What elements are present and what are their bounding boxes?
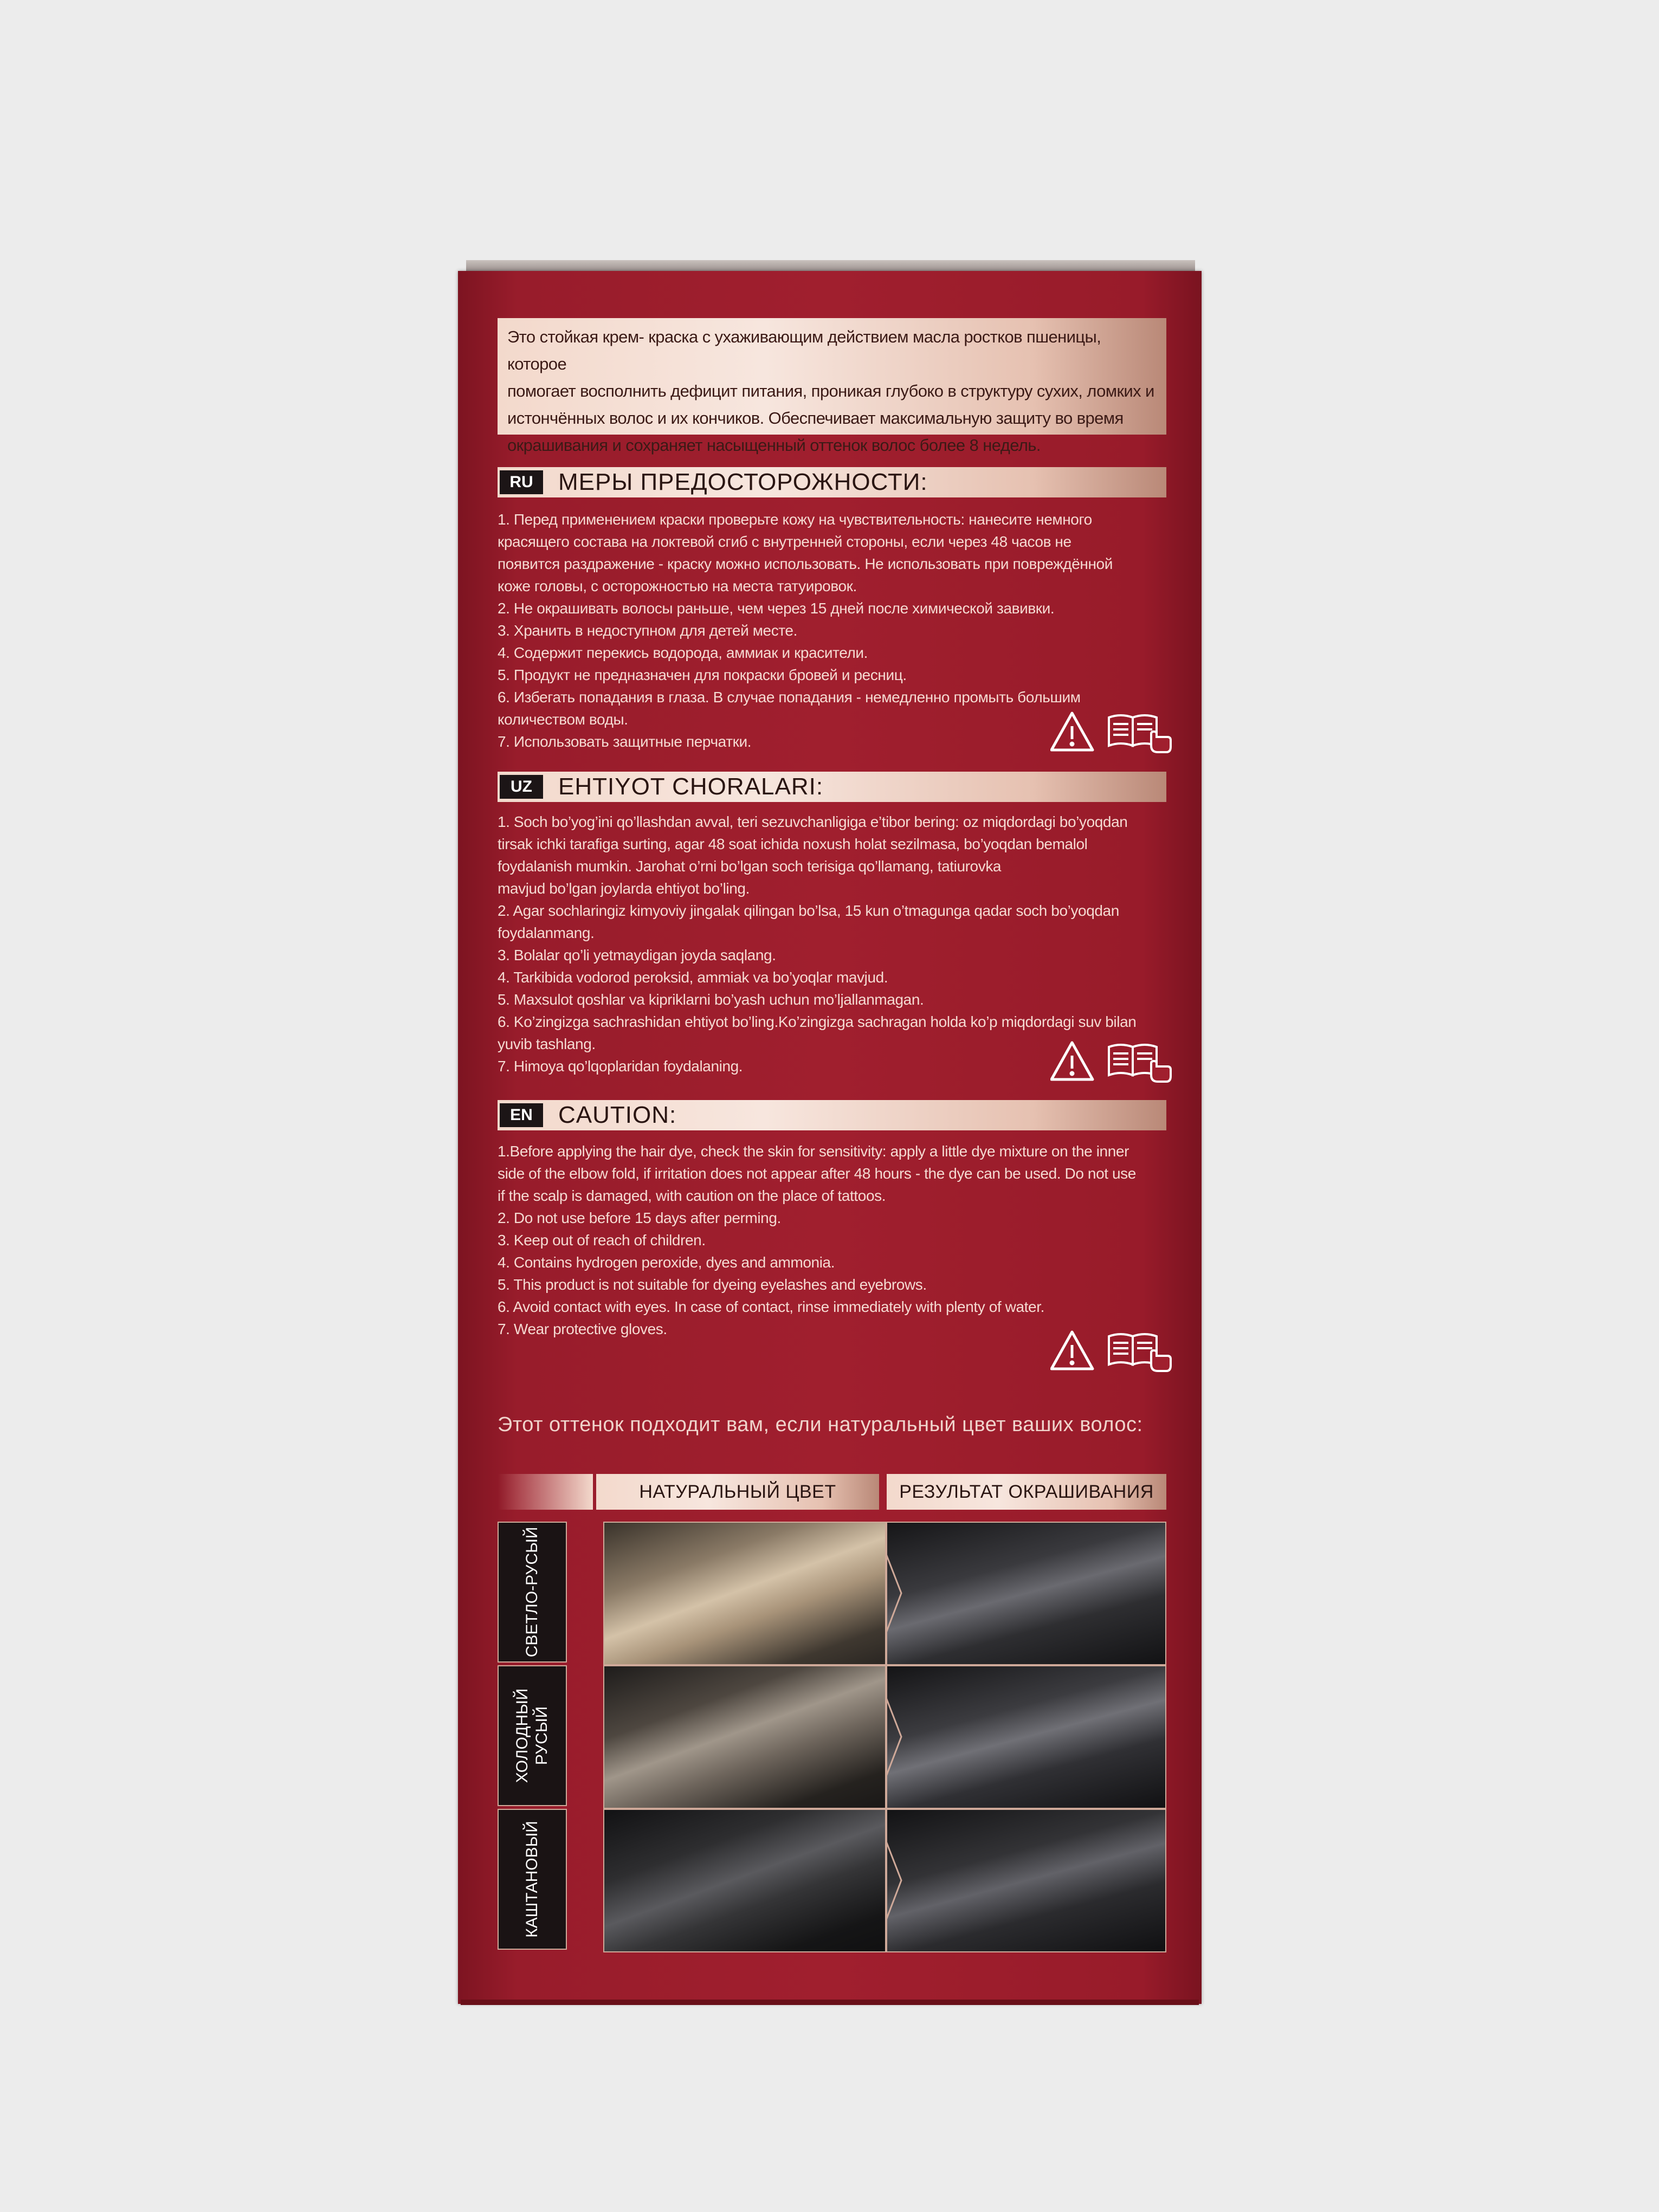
text-line: красящего состава на локтевой сгиб с внутренней стороны, если через 48 часов не	[498, 533, 1071, 550]
language-code: RU	[500, 470, 543, 494]
intro-line: истончённых волос и их кончиков. Обеспечивает максимальную защиту во время	[507, 409, 1124, 428]
icons-uz	[1050, 1039, 1175, 1084]
text-line: 4. Tarkibida vodorod peroksid, ammiak va bo’yoqlar mavjud.	[498, 969, 888, 986]
icons-ru	[1050, 710, 1175, 754]
text-line: 3. Keep out of reach of children.	[498, 1232, 706, 1249]
text-line: 6. Ko’zingizga sachrashidan ehtiyot bo’ling.Ko’zingizga sachragan holda ko’p miqdordagi suv bilan	[498, 1013, 1137, 1030]
text-line: mavjud bo’lgan joylarda ehtiyot bo’ling.	[498, 880, 750, 897]
text-line: 2. Do not use before 15 days after perming.	[498, 1210, 781, 1226]
text-line: 3. Bolalar qo’li yetmaydigan joyda saqlang.	[498, 947, 776, 963]
chevron-right-icon	[886, 1841, 901, 1920]
text-line: 7. Wear protective gloves.	[498, 1321, 667, 1337]
section-header-en	[498, 1100, 1166, 1130]
text-line: 2. Agar sochlaringiz kimyoviy jingalak qilingan bo’lsa, 15 kun o’tmagunga qadar soch bo’yoqdan	[498, 902, 1119, 919]
result-swatch-chestnut	[886, 1809, 1166, 1952]
row-label-cool-blonde	[498, 1665, 567, 1806]
text-line: foydalanmang.	[498, 924, 595, 941]
warning-icon	[1051, 713, 1093, 750]
chevron-right-icon	[886, 1554, 901, 1633]
section-title: CAUTION:	[558, 1102, 677, 1128]
arrow-dividers	[877, 1522, 909, 1952]
section-header-ru	[498, 467, 1166, 497]
read-instructions-icon	[1109, 1334, 1171, 1371]
text-line: коже головы, с осторожностью на места татуировок.	[498, 578, 857, 594]
read-instructions-icon	[1109, 1045, 1171, 1082]
text-line: 5. This product is not suitable for dyeing eyelashes and eyebrows.	[498, 1276, 927, 1293]
warning-icon	[1051, 1332, 1093, 1369]
header-dye-result: РЕЗУЛЬТАТ ОКРАШИВАНИЯ	[887, 1474, 1166, 1510]
text-line: 5. Maxsulot qoshlar va kipriklarni bo’yash uchun mo’ljallanmagan.	[498, 991, 924, 1008]
intro-line: окрашивания и сохраняет насыщенный оттенок волос более 8 недель.	[507, 436, 1041, 455]
chevron-right-icon	[886, 1698, 901, 1776]
natural-swatch-cool-blonde	[603, 1665, 886, 1809]
text-line: if the scalp is damaged, with caution on the place of tattoos.	[498, 1187, 886, 1204]
text-line: появится раздражение - краску можно использовать. Не использовать при повреждённой	[498, 555, 1113, 572]
row-label-text: СВЕТЛО-РУСЫЙ	[523, 1527, 541, 1658]
section-body-en	[498, 1140, 1166, 1340]
section-header-uz	[498, 772, 1166, 802]
text-line: 1. Перед применением краски проверьте кожу на чувствительность: нанесите немного	[498, 511, 1092, 528]
section-body-uz	[498, 811, 1166, 1077]
read-instructions-icon	[1109, 715, 1171, 752]
section-title: МЕРЫ ПРЕДОСТОРОЖНОСТИ:	[558, 469, 928, 495]
text-line: 2. Не окрашивать волосы раньше, чем через 15 дней после химической завивки.	[498, 600, 1055, 617]
natural-swatch-light-blonde	[603, 1522, 886, 1665]
header-fade	[498, 1474, 593, 1510]
text-line: 6. Избегать попадания в глаза. В случае попадания - немедленно промыть большим	[498, 689, 1081, 706]
row-label-light-blonde	[498, 1522, 567, 1663]
text-line: 1.Before applying the hair dye, check the skin for sensitivity: apply a little dye mixture on the inner	[498, 1143, 1129, 1160]
result-swatch-cool-blonde	[886, 1665, 1166, 1809]
section-title: EHTIYOT CHORALARI:	[558, 773, 824, 800]
row-label-text: ХОЛОДНЫЙ РУСЫЙ	[513, 1688, 551, 1783]
language-code: UZ	[500, 775, 543, 799]
language-code: EN	[500, 1103, 543, 1127]
text-line: 5. Продукт не предназначен для покраски бровей и ресниц.	[498, 667, 907, 683]
text-line: 1. Soch bo’yog’ini qo’llashdan avval, teri sezuvchanligiga e’tibor bering: oz miqdordagi bo’yoqdan	[498, 813, 1128, 830]
row-label-chestnut	[498, 1809, 567, 1950]
text-line: 3. Хранить в недоступном для детей месте.	[498, 622, 797, 639]
shade-comparison-grid	[498, 1522, 1166, 1952]
warning-icon	[1051, 1043, 1093, 1079]
intro-line: Это стойкая крем- краска с ухаживающим действием масла ростков пшеницы, которое	[507, 327, 1101, 373]
text-line: 6. Avoid contact with eyes. In case of contact, rinse immediately with plenty of water.	[498, 1298, 1044, 1315]
shade-suitability-text: Этот оттенок подходит вам, если натуральный цвет ваших волос:	[498, 1413, 1143, 1436]
text-line: tirsak ichki tarafiga surting, agar 48 soat ichida noxush holat sezilmasa, bo’yoqdan bemalol	[498, 836, 1088, 852]
text-line: 4. Contains hydrogen peroxide, dyes and ammonia.	[498, 1254, 835, 1271]
text-line: side of the elbow fold, if irritation does not appear after 48 hours - the dye can be used. Do not use	[498, 1165, 1136, 1182]
text-line: 7. Himoya qo’lqoplaridan foydalaning.	[498, 1058, 743, 1075]
intro-line: помогает восполнить дефицит питания, проникая глубоко в структуру сухих, ломких и	[507, 381, 1154, 400]
text-line: 4. Содержит перекись водорода, аммиак и красители.	[498, 644, 868, 661]
row-label-text: КАШТАНОВЫЙ	[523, 1821, 541, 1938]
intro-description	[498, 318, 1166, 455]
box-bottom-edge	[461, 2000, 1199, 2005]
text-line: количеством воды.	[498, 711, 628, 728]
text-line: foydalanish mumkin. Jarohat o’rni bo’lgan soch terisiga qo’llamang, tatiurovka	[498, 858, 1002, 875]
text-line: 7. Использовать защитные перчатки.	[498, 733, 752, 750]
header-natural-color: НАТУРАЛЬНЫЙ ЦВЕТ	[596, 1474, 879, 1510]
icons-en	[1050, 1329, 1175, 1373]
text-line: yuvib tashlang.	[498, 1036, 596, 1052]
natural-swatch-chestnut	[603, 1809, 886, 1952]
result-swatch-light-blonde	[886, 1522, 1166, 1665]
